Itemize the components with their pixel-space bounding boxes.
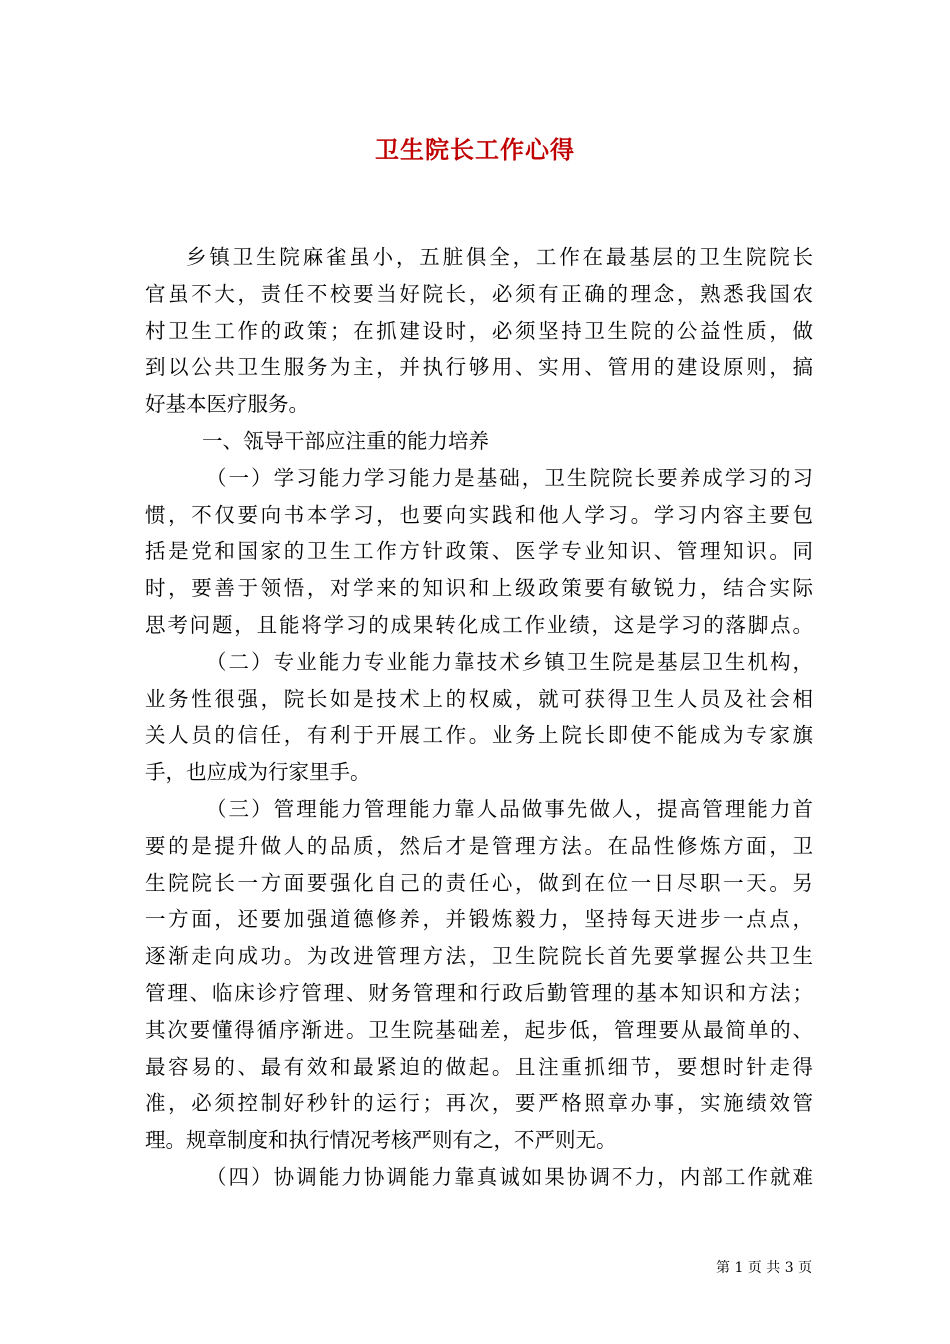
text-line: 到以公共卫生服务为主，并执行够用、实用、管用的建设原则，搞	[145, 355, 813, 380]
text-line: 管理、临床诊疗管理、财务管理和行政后勤管理的基本知识和方法；	[145, 980, 813, 1005]
text-line: 最容易的、最有效和最紧迫的做起。且注重抓细节，要想时针走得	[145, 1054, 813, 1079]
text-line: 关人员的信任，有利于开展工作。业务上院长即使不能成为专家旗	[145, 723, 813, 748]
paragraph-coordination	[145, 1159, 813, 1196]
section-heading	[145, 423, 813, 460]
text-line: 乡镇卫生院麻雀虽小，五脏俱全，工作在最基层的卫生院院长	[186, 245, 813, 269]
paragraph-learning	[145, 460, 813, 644]
text-line: （三）管理能力管理能力靠人品做事先做人，提高管理能力首	[206, 796, 813, 821]
text-line: （一）学习能力学习能力是基础，卫生院院长要养成学习的习	[206, 465, 813, 490]
document-title: 卫生院长工作心得	[375, 135, 575, 164]
paragraph-intro	[145, 239, 813, 423]
text-line: 时，要善于领悟，对学来的知识和上级政策要有敏锐力，结合实际	[145, 576, 813, 601]
text-line: （二）专业能力专业能力靠技术乡镇卫生院是基层卫生机构，	[206, 649, 813, 674]
text-line: 官虽不大，责任不校要当好院长，必须有正确的理念，熟悉我国农	[145, 281, 813, 306]
text-line: 准，必须控制好秒针的运行；再次，要严格照章办事，实施绩效管	[145, 1091, 813, 1116]
text-line: 好基本医疗服务。	[145, 392, 309, 417]
document-body	[145, 239, 813, 1196]
text-line: 惯，不仅要向书本学习，也要向实践和他人学习。学习内容主要包	[145, 502, 813, 527]
text-line: 手，也应成为行家里手。	[145, 760, 371, 785]
text-line: 一方面，还要加强道德修养，并锻炼毅力，坚持每天进步一点点，	[145, 907, 813, 932]
text-line: 村卫生工作的政策；在抓建设时，必须坚持卫生院的公益性质，做	[145, 318, 813, 343]
text-line: 括是党和国家的卫生工作方针政策、医学专业知识、管理知识。同	[145, 539, 813, 564]
text-line: （四）协调能力协调能力靠真诚如果协调不力，内部工作就难	[206, 1164, 813, 1189]
text-line: 逐渐走向成功。为改进管理方法，卫生院院长首先要掌握公共卫生	[145, 944, 813, 969]
paragraph-management	[145, 791, 813, 1159]
text-line: 要的是提升做人的品质，然后才是管理方法。在品性修炼方面，卫	[145, 833, 813, 858]
text-line: 理。规章制度和执行情况考核严则有之，不严则无。	[145, 1128, 617, 1153]
page-number: 第 1 页 共 3 页	[716, 1260, 813, 1276]
text-line: 思考问题，且能将学习的成果转化成工作业绩，这是学习的落脚点。	[145, 612, 813, 637]
section-heading-text: 一、瓴导干部应注重的能力培养	[202, 428, 489, 453]
text-line: 生院院长一方面要强化自己的责任心，做到在位一日尽职一天。另	[145, 870, 813, 895]
paragraph-professional	[145, 644, 813, 791]
text-line: 业务性很强，院长如是技术上的权威，就可获得卫生人员及社会相	[145, 686, 813, 711]
text-line: 其次要懂得循序渐进。卫生院基础差，起步低，管理要从最简单的、	[145, 1017, 813, 1042]
